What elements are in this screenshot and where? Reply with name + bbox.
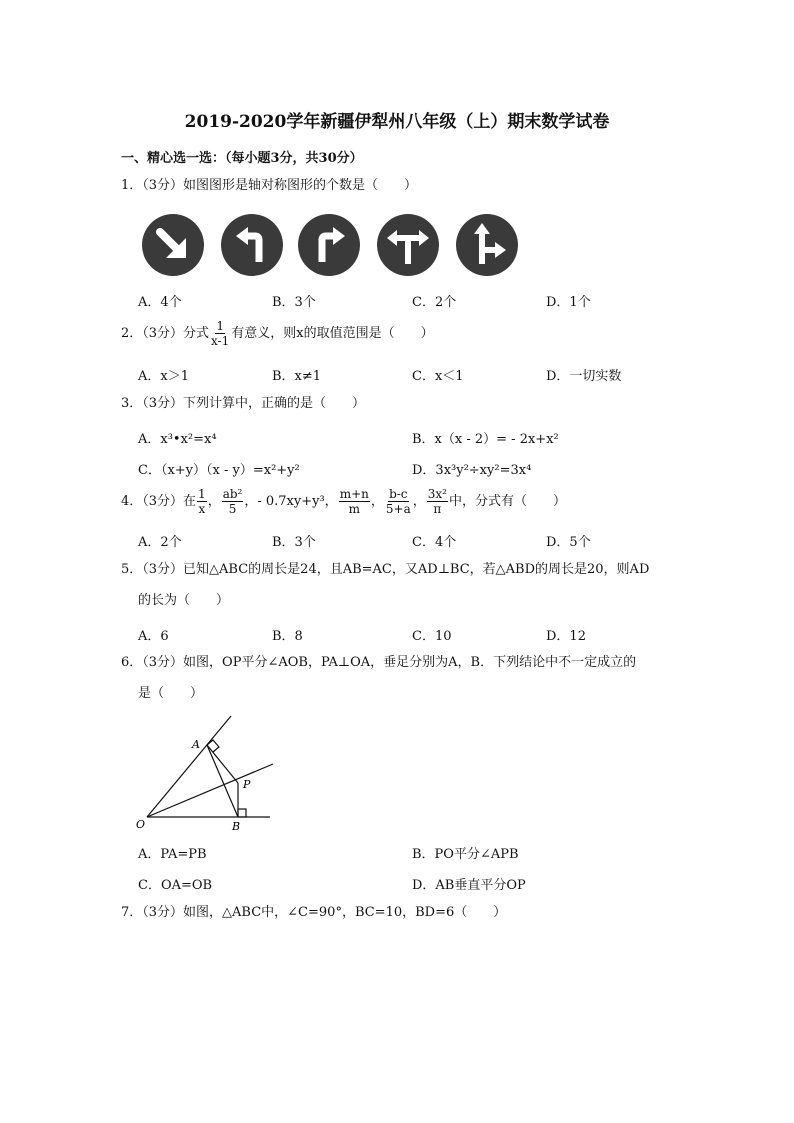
arrow-down-right-sign-icon <box>142 214 204 276</box>
turn-left-sign-icon <box>221 214 283 276</box>
question-3: 3．（3分）下列计算中，正确的是（ ） <box>121 396 366 411</box>
q2-numerator: 1 <box>216 319 224 333</box>
page-title: 2019-2020学年新疆伊犁州八年级（上）期末数学试卷 <box>184 112 610 132</box>
q2-denominator: x-1 <box>211 334 230 348</box>
question-6: 6．（3分）如图，OP平分∠AOB，PA⊥OA，垂足分别为A，B．下列结论中不一定成立的 <box>121 655 637 670</box>
q4-fraction-5 <box>427 487 448 516</box>
q4-f3-num: m+n <box>339 487 369 501</box>
q5-option-d: D．12 <box>546 629 586 644</box>
q6-option-a: A．PA=PB <box>138 847 207 862</box>
question-1: 1．（3分）如图图形是轴对称图形的个数是（ ） <box>121 178 418 193</box>
q1-option-c: C．2个 <box>412 295 457 310</box>
q4-option-c: C．4个 <box>412 535 457 550</box>
q4-fraction-4 <box>385 487 412 516</box>
label-b: B <box>232 820 241 833</box>
q3-option-c: C．（x+y）（x - y）=x²+y² <box>138 463 300 478</box>
right-angle-mark-b <box>238 809 246 817</box>
q4-f5-den: π <box>433 502 442 516</box>
q6-option-b: B．PO平分∠APB <box>412 847 519 862</box>
q4-fraction-2 <box>222 487 244 516</box>
q4-f2-den: 5 <box>228 502 237 516</box>
q5-option-a: A．6 <box>138 629 169 644</box>
geometry-figure <box>130 710 290 840</box>
question-4: 4．（3分）在 $\frac{1}{x}$ ， $\frac{\text{ab²}}{5}$ ，- 0.7xy+y³， $\frac{m+n}{m}$ ， $\frac{b-c}{5+a}$ ， $\frac{\text{3x²}}{\pi}$ 中，分式有（ ） <box>121 487 566 516</box>
q2-option-c: C．x＜1 <box>412 369 464 384</box>
q2-fraction <box>210 319 230 348</box>
q1-option-a: A．4个 <box>138 295 182 310</box>
q2-option-a: A．x＞1 <box>138 369 189 384</box>
q4-prefix: 4．（3分）在 <box>121 494 197 509</box>
q4-f5-num: 3x² <box>427 487 447 501</box>
ray-op <box>147 764 273 817</box>
q2-option-d: D．一切实数 <box>546 369 622 384</box>
q5-option-b: B．8 <box>272 629 303 644</box>
q3-option-d: D．3x³y²÷xy²=3x⁴ <box>412 463 532 478</box>
q6-option-d: D．AB垂直平分OP <box>412 878 526 893</box>
label-p: P <box>243 778 251 791</box>
q1-option-d: D．1个 <box>546 295 591 310</box>
turn-right-sign-icon <box>298 214 360 276</box>
left-right-fork-sign-icon <box>377 214 439 276</box>
q4-f1-den: x <box>198 502 206 516</box>
q2-option-b: B．x≠1 <box>272 369 322 384</box>
section-heading: 一、精心选一选：（每小题3分，共30分） <box>121 151 363 166</box>
q3-option-a: A．x³•x²=x⁴ <box>138 432 217 447</box>
q4-f3-den: m <box>348 502 360 516</box>
segment-ap <box>207 745 238 783</box>
question-5: 5．（3分）已知△ABC的周长是24，且AB=AC，又AD⊥BC，若△ABD的周长是20，则AD <box>121 562 650 577</box>
q4-suffix: 中，分式有（ ） <box>448 494 566 509</box>
q4-f4-num: b-c <box>389 487 408 501</box>
q2-suffix: 有意义，则x的取值范围是（ ） <box>231 326 434 341</box>
q4-fraction-1 <box>197 487 207 516</box>
q4-f4-den: 5+a <box>385 502 411 516</box>
label-o: O <box>136 818 146 831</box>
q1-option-b: B．3个 <box>272 295 316 310</box>
question-2 <box>121 319 434 348</box>
q4-f1-num: 1 <box>198 487 206 501</box>
question-6-cont: 是（ ） <box>138 686 204 701</box>
q2-prefix: 2．（3分）分式 <box>121 326 210 341</box>
q4-middle: ，- 0.7xy+y³， <box>244 494 338 509</box>
up-right-fork-sign-icon <box>456 214 518 276</box>
q6-option-c: C．OA=OB <box>138 878 213 893</box>
q4-f2-num: ab² <box>222 487 243 501</box>
question-7: 7．（3分）如图，△ABC中，∠C=90°，BC=10，BD=6（ ） <box>121 905 507 920</box>
q3-option-b: B．x（x - 2）= - 2x+x² <box>412 432 559 447</box>
q5-option-c: C．10 <box>412 629 452 644</box>
question-5-cont: 的长为（ ） <box>138 593 230 608</box>
q4-option-d: D．5个 <box>546 535 591 550</box>
q4-fraction-3 <box>339 487 370 516</box>
label-a: A <box>192 738 200 751</box>
q4-option-b: B．3个 <box>272 535 316 550</box>
q4-option-a: A．2个 <box>138 535 182 550</box>
ray-oa <box>147 716 231 817</box>
